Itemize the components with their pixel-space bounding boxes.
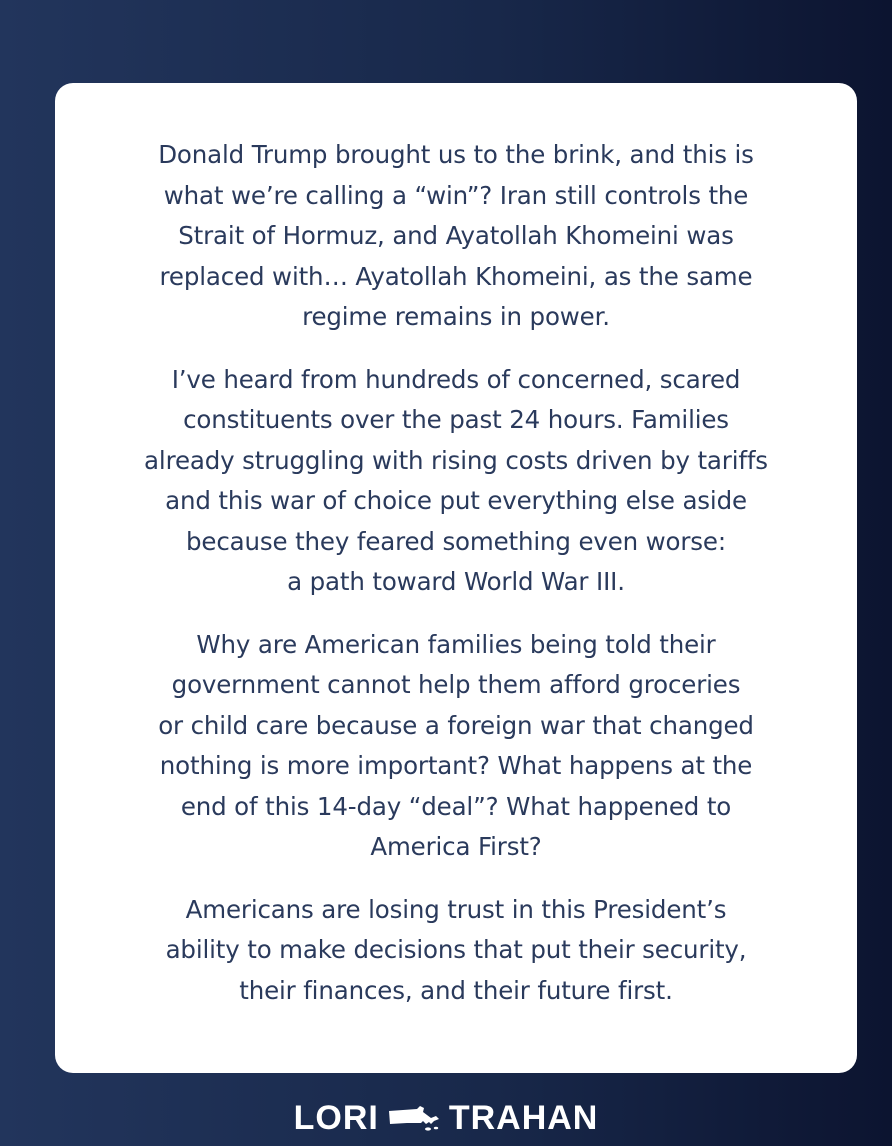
statement-paragraph-4: Americans are losing trust in this President’s ability to make decisions that put their security, their finances, and their future first. [165, 894, 747, 1005]
footer-logo [0, 1096, 892, 1140]
massachusetts-state-icon [387, 1103, 443, 1133]
statement-paragraph-3: Why are American families being told their government cannot help them afford groceries or child care because a foreign war that changed nothing is more important? What happens at the end of this 14-day “deal”? What happened to America First? [158, 629, 754, 861]
statement-paragraph-2: I’ve heard from hundreds of concerned, scared constituents over the past 24 hours. Families already struggling with rising costs driven by tariffs and this war of choice put everything else aside because they feared something even worse: a path toward World War III. [144, 364, 768, 596]
logo-first-name: LORI [293, 1098, 379, 1137]
logo-last-name: TRAHAN [448, 1098, 599, 1137]
statement-card [55, 83, 857, 1073]
statement-paragraph-1: Donald Trump brought us to the brink, and this is what we’re calling a “win”? Iran still controls the Strait of Hormuz, and Ayatollah Khomeini was replaced with… Ayatollah Khomeini, as the same regime remains in power. [158, 140, 754, 331]
